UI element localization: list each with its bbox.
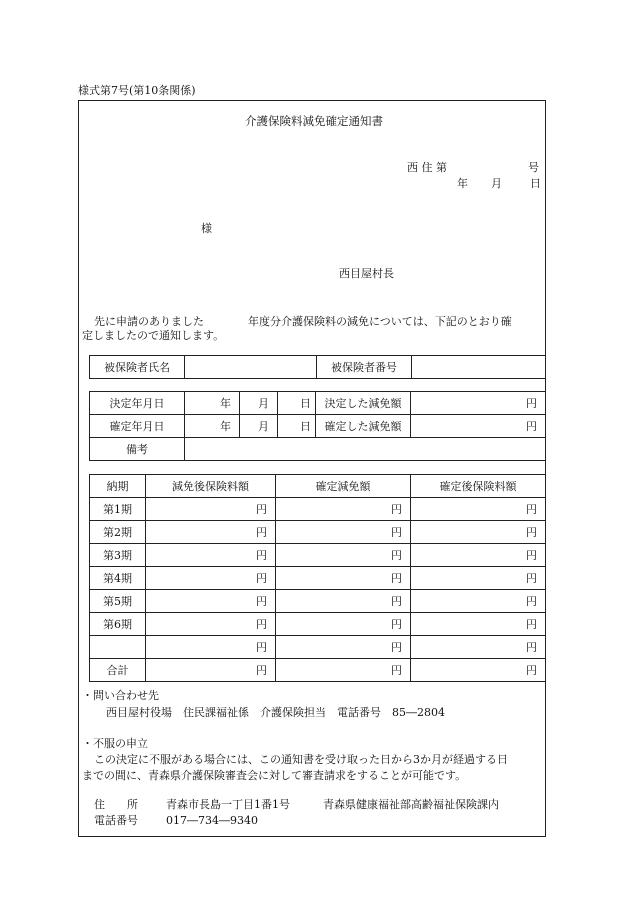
doc-number-suffix: 号: [528, 161, 539, 174]
period-label: 第5期: [90, 590, 146, 613]
decision-date-label: 決定年月日: [90, 392, 185, 415]
confirmed-reduction-yen: 円: [276, 636, 411, 659]
date-year: 年: [457, 177, 468, 190]
date-day: 日: [530, 177, 541, 190]
table-row: [90, 659, 546, 682]
period-label: 第1期: [90, 498, 146, 521]
insured-number-label: 被保険者番号: [317, 356, 412, 379]
insured-name-value: [185, 356, 317, 379]
form-id: 様式第7号(第10条関係): [78, 84, 196, 97]
header-final-premium: 確定後保険料額: [411, 475, 546, 498]
insured-name-label: 被保険者氏名: [90, 356, 185, 379]
confirmed-reduction-yen: 円: [276, 498, 411, 521]
period-label: 合計: [90, 659, 146, 682]
period-label: [90, 636, 146, 659]
remarks-value: [185, 438, 546, 461]
final-premium-yen: 円: [411, 590, 546, 613]
remarks-label: 備考: [90, 438, 185, 461]
confirm-year: 年: [185, 415, 240, 438]
reduced-premium-yen: 円: [146, 544, 276, 567]
period-label: 第6期: [90, 613, 146, 636]
reduced-premium-yen: 円: [146, 613, 276, 636]
appeal-line-2: までの間に、青森県介護保険審査会に対して審査請求をすることが可能です。: [82, 769, 467, 782]
table-row: [90, 544, 546, 567]
confirmed-amount-label: 確定した減免額: [316, 415, 411, 438]
table-row: [90, 498, 546, 521]
decided-amount-label: 決定した減免額: [316, 392, 411, 415]
reduced-premium-yen: 円: [146, 521, 276, 544]
address-value: 青森市長島一丁目1番1号: [166, 798, 290, 811]
header-reduced-premium: 減免後保険料額: [146, 475, 276, 498]
table-row: [90, 613, 546, 636]
reduced-premium-yen: 円: [146, 636, 276, 659]
period-label: 第3期: [90, 544, 146, 567]
decision-table: [89, 391, 546, 461]
table-row: [90, 590, 546, 613]
decided-amount-yen: 円: [411, 392, 546, 415]
address-label: 住 所: [94, 798, 138, 811]
decision-year: 年: [185, 392, 240, 415]
period-label: 第4期: [90, 567, 146, 590]
insured-table: [89, 355, 546, 379]
insured-number-value: [412, 356, 546, 379]
final-premium-yen: 円: [411, 498, 546, 521]
confirm-date-label: 確定年月日: [90, 415, 185, 438]
periods-table: [89, 474, 546, 682]
confirmed-reduction-yen: 円: [276, 567, 411, 590]
inquiry-heading: ・問い合わせ先: [82, 689, 159, 702]
document-title: 介護保険料減免確定通知書: [245, 114, 383, 128]
addressee-suffix: 様: [201, 222, 212, 235]
table-row: [90, 636, 546, 659]
address-office: 青森県健康福祉部高齢福祉保険課内: [323, 798, 499, 811]
final-premium-yen: 円: [411, 544, 546, 567]
phone-label: 電話番号: [94, 814, 138, 827]
confirmed-amount-yen: 円: [411, 415, 546, 438]
phone-value: 017―734―9340: [166, 814, 258, 827]
period-label: 第2期: [90, 521, 146, 544]
header-confirmed-reduction: 確定減免額: [276, 475, 411, 498]
final-premium-yen: 円: [411, 521, 546, 544]
confirm-month: 月: [240, 415, 278, 438]
final-premium-yen: 円: [411, 636, 546, 659]
issuer: 西目屋村長: [339, 267, 394, 280]
appeal-heading: ・不服の申立: [82, 737, 148, 750]
reduced-premium-yen: 円: [146, 659, 276, 682]
final-premium-yen: 円: [411, 613, 546, 636]
reduced-premium-yen: 円: [146, 590, 276, 613]
decision-month: 月: [240, 392, 278, 415]
appeal-line-1: この決定に不服がある場合には、この通知書を受け取った日から3か月が経過する日: [94, 753, 508, 766]
table-row: [90, 521, 546, 544]
intro-line-2: 定しましたので通知します。: [82, 329, 225, 342]
reduced-premium-yen: 円: [146, 498, 276, 521]
table-row: [90, 567, 546, 590]
notice-frame: [78, 100, 546, 837]
confirmed-reduction-yen: 円: [276, 613, 411, 636]
intro-line-1: 先に申請のありました 年度分介護保険料の減免については、下記のとおり確: [94, 315, 512, 328]
confirmed-reduction-yen: 円: [276, 590, 411, 613]
decision-day: 日: [278, 392, 316, 415]
final-premium-yen: 円: [411, 659, 546, 682]
date-month: 月: [491, 177, 502, 190]
confirmed-reduction-yen: 円: [276, 521, 411, 544]
header-period: 納期: [90, 475, 146, 498]
confirmed-reduction-yen: 円: [276, 544, 411, 567]
doc-number-prefix: 西 住 第: [407, 161, 447, 174]
confirmed-reduction-yen: 円: [276, 659, 411, 682]
confirm-day: 日: [278, 415, 316, 438]
final-premium-yen: 円: [411, 567, 546, 590]
inquiry-detail: 西目屋村役場 住民課福祉係 介護保険担当 電話番号 85―2804: [106, 706, 445, 719]
reduced-premium-yen: 円: [146, 567, 276, 590]
